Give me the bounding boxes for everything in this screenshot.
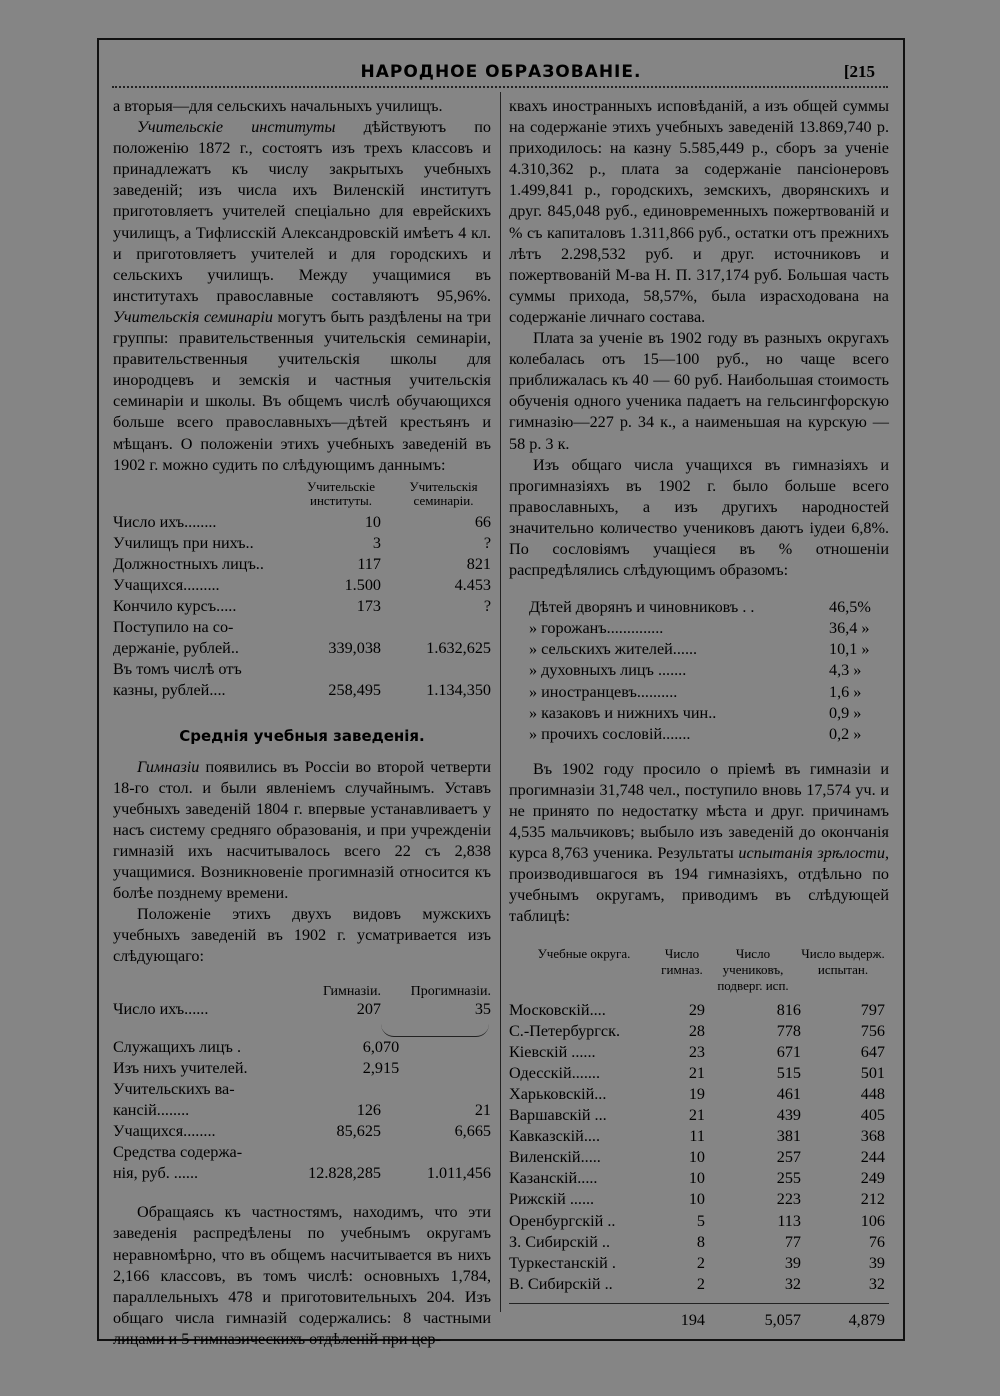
cell: 10	[688, 1148, 705, 1167]
text: могутъ быть раздѣлены на три группы: правительственныя учительскія семинаріи, правительственныя учительскія школы для инородцевъ и земскія и частныя учительскія семинаріи и школы. Въ общемъ числѣ обучающихся больше всего православныхъ—дѣтей крестьянъ и мѣщанъ. О положеніи этихъ учебныхъ заведеній въ 1902 г. можно судить по слѣдующимъ даннымъ:	[113, 307, 491, 474]
table-row	[113, 1058, 491, 1079]
row-label: Число ихъ........	[113, 512, 217, 531]
cell: 4,879	[848, 1310, 885, 1329]
cell: 39	[784, 1253, 801, 1272]
table-row	[113, 1163, 491, 1184]
cell: 821	[466, 554, 491, 573]
cell: 6,665	[454, 1122, 491, 1141]
list-item	[509, 639, 889, 660]
table-total-row	[509, 1303, 889, 1331]
cell: 4.453	[454, 575, 491, 594]
cell: 35	[474, 999, 491, 1018]
row-label: Училищъ при нихъ..	[113, 533, 254, 552]
table-row	[509, 1274, 889, 1295]
row-label: Одесскій.......	[509, 1063, 601, 1082]
header-rule	[112, 76, 888, 88]
row-label: Оренбургскій ..	[509, 1211, 616, 1230]
cell: 32	[784, 1274, 801, 1293]
cell: 117	[357, 554, 381, 573]
row-label: » прочихъ сословій.......	[529, 724, 691, 743]
cell: 6,070	[362, 1037, 400, 1056]
row-label: Должностныхъ лицъ..	[113, 554, 264, 573]
table-row	[113, 1037, 491, 1058]
row-label: Казанскій.....	[509, 1169, 598, 1188]
cell: 21	[688, 1106, 705, 1125]
cell: 36,4 »	[829, 619, 870, 638]
cell: 1.632,625	[426, 639, 491, 658]
row-label: Харьковскій...	[509, 1084, 607, 1103]
row-label: » казаковъ и нижнихъ чин..	[529, 703, 717, 722]
row-label: Московскій....	[509, 1000, 606, 1019]
row-label: Учащихся........	[113, 1122, 216, 1141]
term: Учительскія семинаріи	[113, 307, 273, 326]
row-label: Средства содержа-	[113, 1143, 243, 1162]
cell	[381, 1079, 491, 1100]
column-header: Гимназіи.	[322, 983, 381, 999]
row-label: З. Сибирскій ..	[509, 1232, 611, 1251]
table-row	[509, 1126, 889, 1147]
column-header: Число гимназ.	[661, 945, 703, 977]
list-item	[509, 618, 889, 639]
cell: 3	[372, 533, 381, 552]
cell	[291, 659, 381, 680]
cell: 249	[860, 1169, 885, 1188]
cell: 11	[689, 1127, 705, 1146]
page-number: [215	[843, 62, 875, 81]
list-item	[509, 597, 889, 618]
cell: 194	[680, 1310, 705, 1329]
text: , производившагося въ 194 гимназіяхъ, отдѣльно по учебнымъ округамъ, приводимъ въ слѣдующей таблицѣ:	[509, 844, 889, 926]
cell: 85,625	[336, 1122, 381, 1141]
cell: 106	[860, 1211, 885, 1230]
left-column	[113, 96, 491, 1350]
cell: 515	[776, 1063, 801, 1082]
list-item	[509, 660, 889, 681]
cell: 1.011,456	[426, 1164, 491, 1183]
cell	[381, 617, 491, 638]
text: дѣйствуютъ по положенію 1872 г., состоятъ изъ трехъ классовъ и принадлежатъ къ числу закрытыхъ учебныхъ заведеній; изъ числа ихъ Виленскій институтъ приготовляетъ учителей спеціально для еврейскихъ училищъ, а Тифлисскій Александровскій имѣетъ 4 кл. и приготовляетъ учителей и для городскихъ и сельскихъ училищъ. Между учащимися въ институтахъ православные составляютъ 95,96%.	[113, 118, 491, 305]
cell: 39	[868, 1253, 885, 1272]
row-label: » иностранцевъ..........	[529, 682, 678, 701]
cell: 10	[688, 1169, 705, 1188]
table-row	[113, 533, 491, 554]
row-label: Туркестанскій .	[509, 1253, 616, 1272]
row-label: Кіевскій ......	[509, 1042, 596, 1061]
brace	[381, 1024, 489, 1037]
column-header: Число выдерж. испытан.	[801, 945, 885, 977]
row-label: Число ихъ......	[113, 999, 209, 1018]
cell: ?	[483, 533, 491, 552]
cell: 797	[860, 1000, 885, 1019]
text: Въ 1902 году просило о пріемѣ въ гимназіи и прогимназіи 31,748 чел., поступило вновь 17,574 уч. и не принято по недостатку мѣста и друг. причинамъ 4,535 мальчиковъ; выбыло изъ заведеній до окончанія курса 8,763 ученика. Результаты	[509, 759, 889, 863]
row-label: Дѣтей дворянъ и чиновниковъ . .	[529, 598, 755, 617]
column-header: Прогимназіи.	[410, 983, 491, 999]
cell: 4,3 »	[829, 661, 862, 680]
row-label: » духовныхъ лицъ .......	[529, 661, 687, 680]
cell: 244	[860, 1148, 885, 1167]
cell: 212	[860, 1190, 885, 1209]
row-label: держаніе, рублей..	[113, 639, 239, 658]
cell: 113	[777, 1211, 801, 1230]
cell: 501	[860, 1063, 885, 1082]
row-label: нія, руб. ......	[113, 1164, 199, 1183]
row-label: Кавказскій....	[509, 1127, 601, 1146]
cell: 2	[696, 1253, 705, 1272]
table-row	[509, 1042, 889, 1063]
column-header: Учительскіе институты.	[306, 478, 376, 508]
table-row	[509, 1021, 889, 1042]
cell: 10,1 »	[829, 640, 870, 659]
section-title: Среднія учебныя заведенія.	[179, 726, 425, 745]
cell: 1.134,350	[426, 681, 491, 700]
table-row	[113, 575, 491, 596]
table-row	[113, 554, 491, 575]
cell: 76	[868, 1232, 885, 1251]
list-item	[509, 724, 889, 745]
column-divider	[500, 92, 501, 1312]
term: Гимназіи	[137, 757, 200, 776]
row-label: казны, рублей....	[113, 681, 226, 700]
cell: 2	[696, 1274, 705, 1293]
cell: ?	[483, 597, 491, 616]
cell: 368	[860, 1127, 885, 1146]
table-row	[113, 617, 491, 638]
paragraph: Обращаясь къ частностямъ, находимъ, что эти заведенія распредѣлены по учебнымъ округамъ неравномѣрно, что въ общемъ насчитывается въ нихъ 2,166 классовъ, въ томъ числѣ: основныхъ 1,784, параллельныхъ 478 и приготовительныхъ 204. Изъ общаго числа гимназій содержались: 8 частными лицами и 5 гимназическихъ отдѣленій при цер-	[113, 1203, 491, 1348]
gymnasium-table	[113, 984, 491, 1185]
cell: 257	[776, 1148, 801, 1167]
row-label: » сельскихъ жителей......	[529, 640, 698, 659]
teachers-institutions-table	[113, 480, 491, 702]
row-label: Въ томъ числѣ отъ	[113, 660, 242, 679]
cell: 19	[688, 1084, 705, 1103]
row-label: Рижскій ......	[509, 1190, 595, 1209]
cell: 0,9 »	[829, 703, 862, 722]
table-row	[113, 638, 491, 659]
paragraph	[509, 759, 889, 928]
cell: 647	[860, 1042, 885, 1061]
cell	[291, 617, 381, 638]
row-label: Служащихъ лицъ .	[113, 1037, 242, 1056]
cell: 10	[688, 1190, 705, 1209]
cell: 29	[688, 1000, 705, 1019]
row-label: Изъ нихъ учителей.	[113, 1058, 248, 1077]
table-row	[113, 596, 491, 617]
cell: 46,5%	[829, 598, 871, 617]
cell	[381, 659, 491, 680]
table-row	[509, 1084, 889, 1105]
paragraph	[113, 757, 491, 905]
cell: 448	[860, 1084, 885, 1103]
estates-list	[509, 597, 889, 745]
cell: 8	[696, 1232, 705, 1251]
term: Учительскіе институты	[137, 118, 336, 137]
table-row	[113, 1142, 491, 1163]
cell: 816	[776, 1000, 801, 1019]
cell: 405	[860, 1106, 885, 1125]
paragraph: Положеніе этихъ двухъ видовъ мужскихъ учебныхъ заведеній въ 1902 г. усматривается изъ слѣдующаго:	[113, 905, 491, 966]
text: появились въ Россіи во второй четверти 18-го стол. и были явленіемъ случайнымъ. Уставъ учебныхъ заведеній 1804 г. впервые устанавливаетъ у насъ систему средняго образованія, и при учрежденіи гимназій ихъ насчитывалось всего 22 съ 2,838 учащимися. Возникновеніе прогимназій относится къ болѣе позднему времени.	[113, 757, 491, 903]
cell: 461	[776, 1084, 801, 1103]
row-label: Варшавскій ...	[509, 1106, 607, 1125]
cell: 32	[868, 1274, 885, 1293]
table-row	[509, 1000, 889, 1021]
row-label: » горожанъ..............	[529, 619, 664, 638]
cell: 21	[474, 1100, 491, 1119]
cell: 381	[776, 1127, 801, 1146]
cell: 10	[364, 512, 381, 531]
table-row	[113, 680, 491, 701]
term: испытанія зрѣлости	[738, 844, 885, 863]
row-label: кансій........	[113, 1100, 190, 1119]
table-row	[113, 1100, 491, 1121]
paragraph: квахъ иностранныхъ исповѣданій, а изъ общей суммы на содержаніе этихъ учебныхъ заведеній 13.869,740 р. приходилось: на казну 5.585,449 р., сборъ за ученіе 4.310,362 р., плата за содержаніе пансіонеровъ 1.499,841 р., городскихъ, земскихъ, дворянскихъ и друг. 845,048 руб., единовременныхъ пожертвованій и % съ капиталовъ 1.311,866 руб., остатки отъ прежнихъ лѣтъ 2.298,532 руб. и друг. источниковъ и пожертвованій М-ва Н. П. 317,174 руб. Большая часть суммы прихода, 58,57%, была израсходована на содержаніе личнаго состава.	[509, 97, 889, 326]
list-item	[509, 682, 889, 703]
table-row	[113, 659, 491, 680]
cell: 5,057	[764, 1310, 801, 1329]
cell: 77	[784, 1232, 801, 1251]
table-row	[509, 1211, 889, 1232]
row-label: В. Сибирскій ..	[509, 1274, 613, 1293]
cell: 671	[776, 1042, 801, 1061]
table-row	[509, 1253, 889, 1274]
cell: 5	[696, 1211, 705, 1230]
cell: 756	[860, 1021, 885, 1040]
row-label: Виленскій.....	[509, 1148, 601, 1167]
list-item	[509, 703, 889, 724]
column-header: Учебные округа.	[537, 945, 631, 961]
table-row	[113, 1079, 491, 1100]
cell: 258,495	[328, 681, 381, 700]
cell: 126	[356, 1100, 381, 1119]
cell	[509, 1310, 659, 1331]
column-header: Учительскія семинаріи.	[409, 478, 478, 508]
cell: 12.828,285	[308, 1164, 381, 1183]
paragraph: Плата за ученіе въ 1902 году въ разныхъ округахъ колебалась отъ 15—100 руб., но чаще всего приближалась къ 40 — 60 руб. Наибольшая стоимость обученія одного ученика падаетъ на гельсингфорскую гимназію—227 р. 34 к., а наименьшая на курскую — 58 р. 3 к.	[509, 329, 889, 453]
exam-results-table	[509, 946, 889, 1331]
cell: 223	[776, 1190, 801, 1209]
table-row	[509, 1147, 889, 1168]
row-label: Учащихся.........	[113, 575, 220, 594]
row-label: Учительскихъ ва-	[113, 1079, 235, 1098]
cell: 207	[356, 999, 381, 1018]
right-column	[509, 96, 889, 1331]
cell: 0,2 »	[829, 724, 862, 743]
table-row	[509, 1168, 889, 1189]
table-row	[509, 1189, 889, 1210]
page-title: НАРОДНОЕ ОБРАЗОВАНІЕ.	[360, 62, 642, 82]
cell: 439	[776, 1106, 801, 1125]
table-row	[113, 999, 491, 1020]
cell: 23	[688, 1042, 705, 1061]
cell: 21	[688, 1063, 705, 1082]
cell: 66	[474, 512, 491, 531]
row-label: Кончило курсъ.....	[113, 597, 237, 616]
row-label: С.-Петербургск.	[509, 1021, 621, 1040]
cell: 173	[356, 597, 381, 616]
cell: 1,6 »	[829, 682, 862, 701]
column-header: Число учениковъ, подверг. исп.	[717, 945, 789, 993]
paragraph: Изъ общаго числа учащихся въ гимназіяхъ и прогимназіяхъ въ 1902 г. было больше всего православныхъ, а изъ другихъ народностей значительно количество учениковъ даютъ іудеи 6,8%. По сословіямъ учащіеся въ % отношеніи распредѣлялись слѣдующимъ образомъ:	[509, 455, 889, 580]
cell: 1.500	[344, 575, 381, 594]
cell	[381, 1142, 491, 1163]
cell: 339,038	[328, 639, 381, 658]
cell	[291, 1079, 381, 1100]
cell: 255	[776, 1169, 801, 1188]
cell: 778	[776, 1021, 801, 1040]
paragraph	[113, 117, 491, 476]
cell: 2,915	[362, 1058, 400, 1077]
table-row	[509, 1232, 889, 1253]
table-row	[509, 1105, 889, 1126]
cell	[291, 1142, 381, 1163]
table-row	[113, 512, 491, 533]
paragraph: а вторыя—для сельскихъ начальныхъ училищъ.	[113, 97, 443, 115]
table-row	[113, 1121, 491, 1142]
row-label: Поступило на со-	[113, 618, 234, 637]
table-row	[509, 1063, 889, 1084]
cell: 28	[688, 1021, 705, 1040]
